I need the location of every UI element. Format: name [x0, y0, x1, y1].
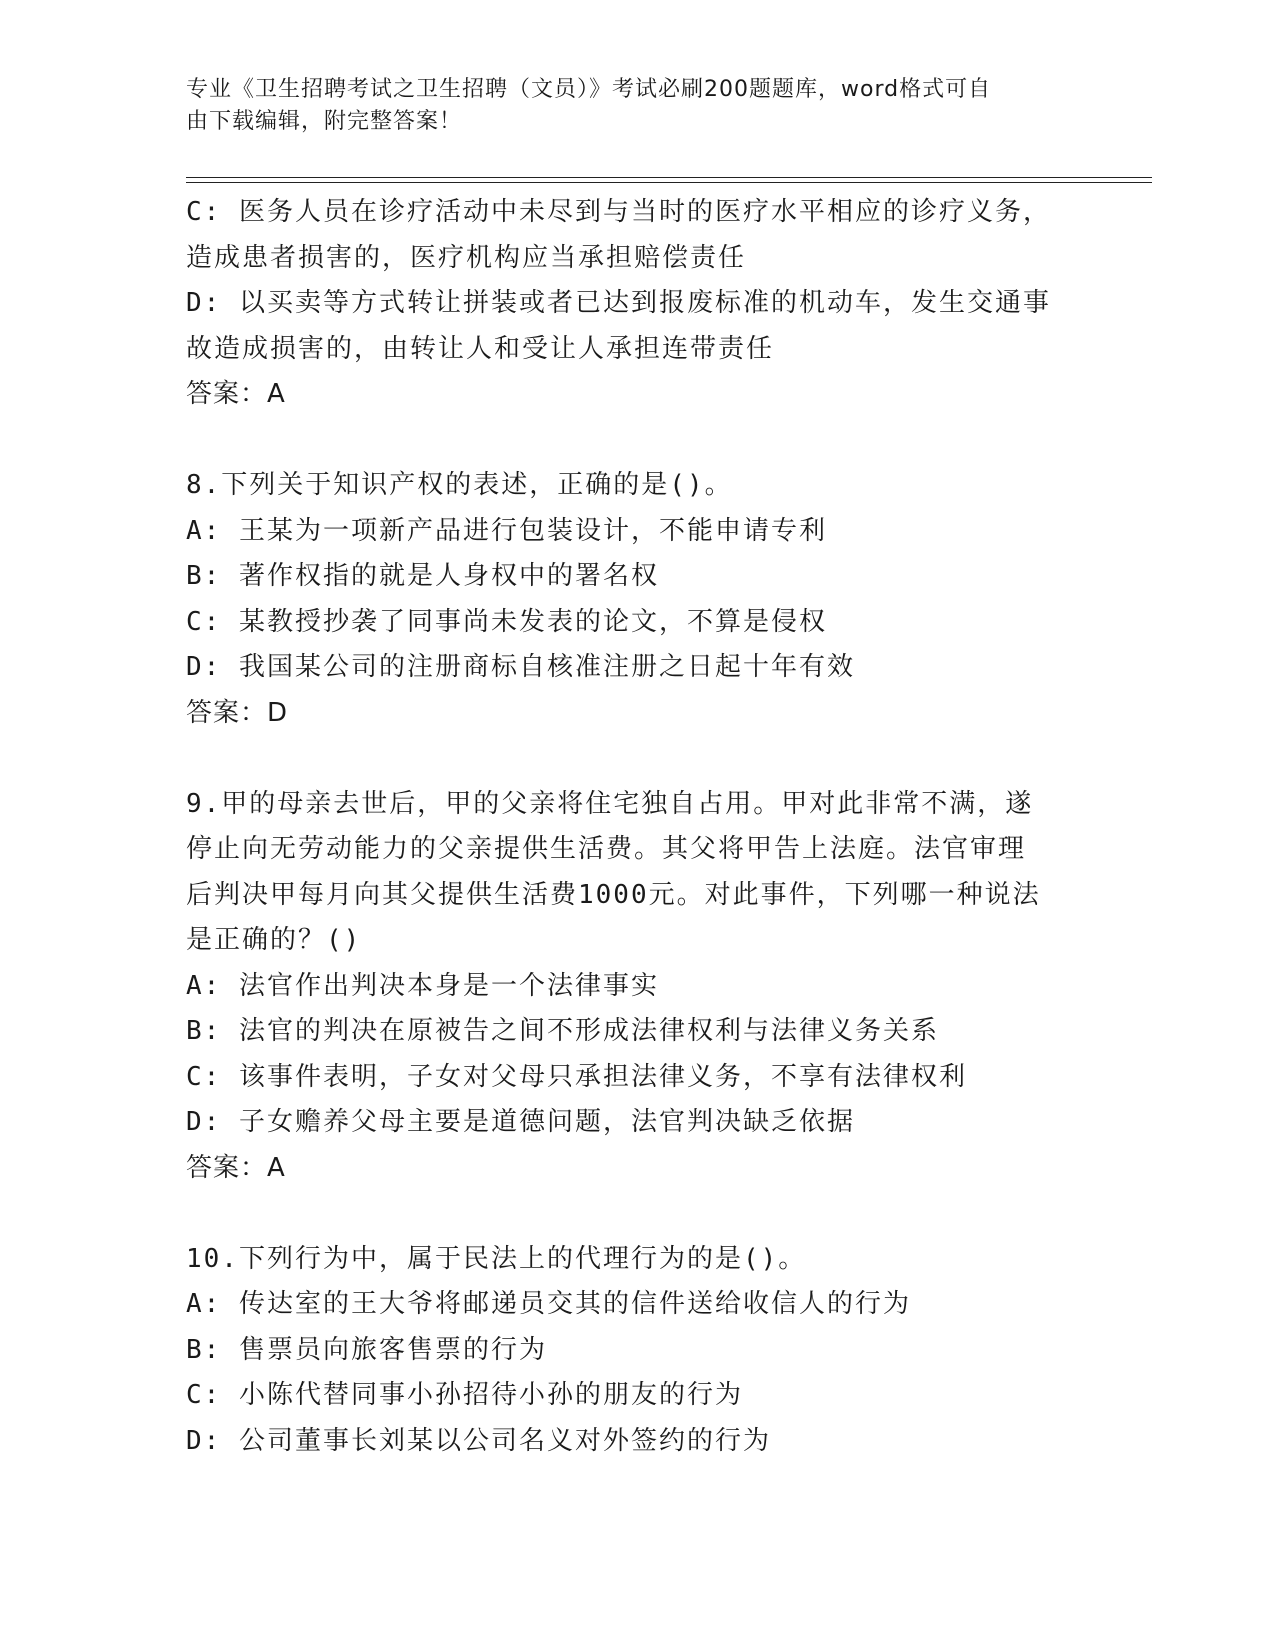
- question-7-fragment: [186, 190, 1086, 418]
- option-a: A: 王某为一项新产品进行包装设计，不能申请专利: [186, 515, 827, 546]
- answer-line: 答案：D: [186, 697, 289, 728]
- spacer: [186, 418, 1086, 464]
- option-b: B: 售票员向旅客售票的行为: [186, 1334, 547, 1365]
- question-9: [186, 782, 1086, 1192]
- option-c: C: 某教授抄袭了同事尚未发表的论文，不算是侵权: [186, 606, 827, 637]
- option-a: A: 法官作出判决本身是一个法律事实: [186, 970, 659, 1001]
- option-c: C: 小陈代替同事小孙招待小孙的朋友的行为: [186, 1380, 743, 1410]
- option-c: C: 该事件表明，子女对父母只承担法律义务，不享有法律权利: [186, 1061, 967, 1092]
- question-text-line-1: 9.甲的母亲去世后，甲的父亲将住宅独自占用。甲对此非常不满，遂: [186, 788, 1034, 819]
- header-line-1: 专业《卫生招聘考试之卫生招聘（文员）》考试必刷200题题库，word格式可自: [186, 77, 992, 102]
- question-list: [186, 190, 1086, 1464]
- page-header: [186, 74, 1066, 138]
- question-text-line-2: 停止向无劳动能力的父亲提供生活费。其父将甲告上法庭。法官审理: [186, 834, 1027, 864]
- spacer: [186, 736, 1086, 782]
- option-b: B: 法官的判决在原被告之间不形成法律权利与法律义务关系: [186, 1016, 939, 1046]
- question-8: [186, 463, 1086, 736]
- option-d: D: 子女赡养父母主要是道德问题，法官判决缺乏依据: [186, 1107, 855, 1137]
- question-text: 8.下列关于知识产权的表述，正确的是()。: [186, 470, 733, 500]
- option-d-line-2: 故造成损害的，由转让人和受让人承担连带责任: [186, 333, 775, 364]
- option-d: D: 我国某公司的注册商标自核准注册之日起十年有效: [186, 652, 855, 682]
- answer-line: 答案：A: [186, 1152, 286, 1183]
- question-text: 10.下列行为中，属于民法上的代理行为的是()。: [186, 1243, 807, 1274]
- header-divider: [186, 177, 1152, 183]
- question-text-line-4: 是正确的？(): [186, 925, 362, 955]
- spacer: [186, 1191, 1086, 1237]
- option-c-line-1: C: 医务人员在诊疗活动中未尽到与当时的医疗水平相应的诊疗义务，: [186, 197, 1051, 227]
- answer-line: 答案：A: [186, 379, 286, 409]
- header-line-2: 由下载编辑，附完整答案！: [186, 109, 463, 134]
- question-10: [186, 1237, 1086, 1465]
- option-a: A: 传达室的王大爷将邮递员交其的信件送给收信人的行为: [186, 1289, 911, 1319]
- option-c-line-2: 造成患者损害的，医疗机构应当承担赔偿责任: [186, 242, 747, 273]
- option-b: B: 著作权指的就是人身权中的署名权: [186, 561, 659, 591]
- option-d: D: 公司董事长刘某以公司名义对外签约的行为: [186, 1425, 771, 1456]
- option-d-line-1: D: 以买卖等方式转让拼装或者已达到报废标准的机动车，发生交通事: [186, 288, 1051, 318]
- question-text-line-3: 后判决甲每月向其父提供生活费1000元。对此事件，下列哪一种说法: [186, 879, 1041, 910]
